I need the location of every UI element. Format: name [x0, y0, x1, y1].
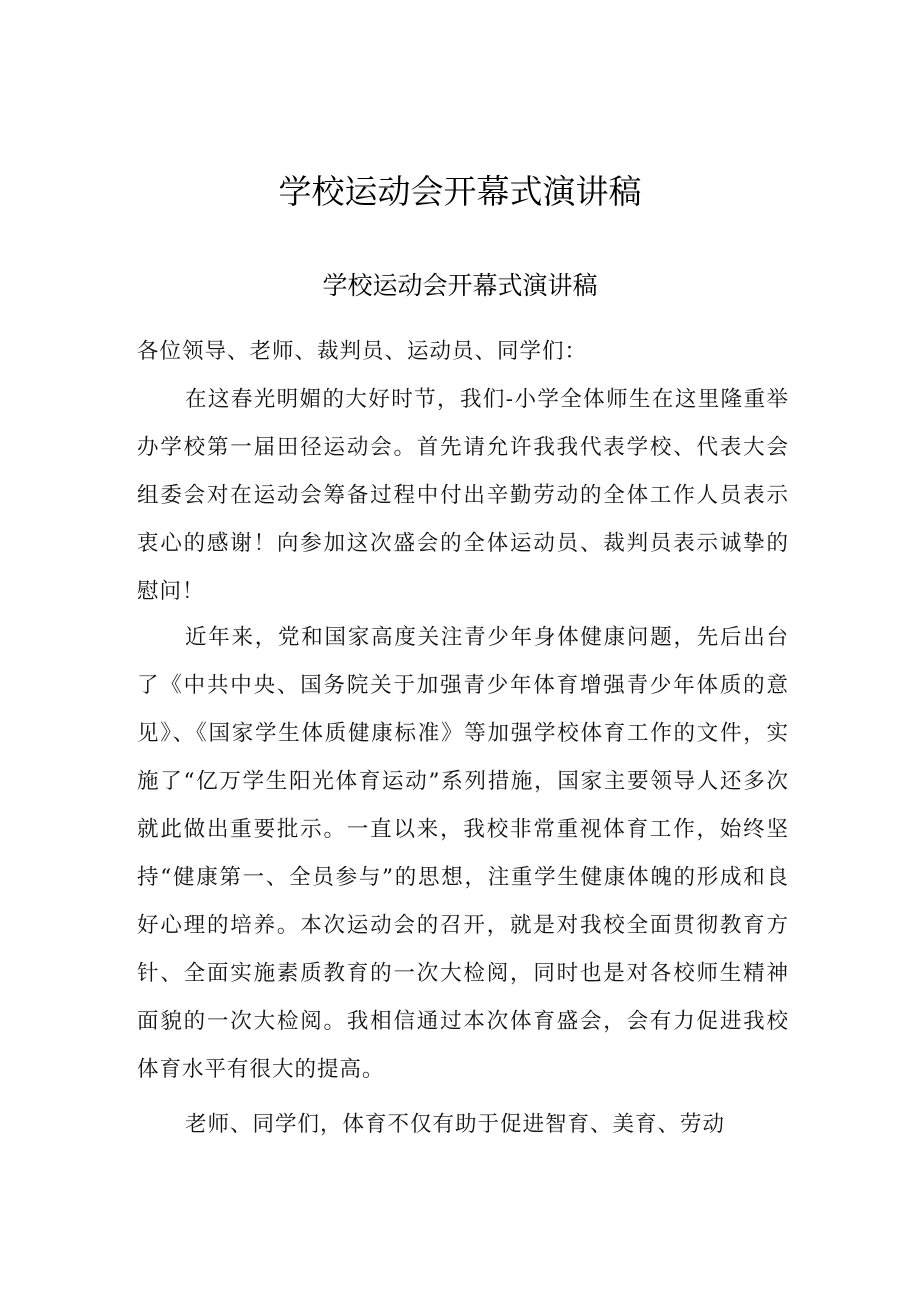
document-subtitle: 学校运动会开幕式演讲稿: [322, 271, 598, 300]
document-title: 学校运动会开幕式演讲稿: [278, 172, 642, 211]
paragraph-1: 在这春光明媚的大好时节，我们-小学全体师生在这里隆重举办学校第一届田径运动会。首先请允许我我代表学校、代表大会组委会对在运动会筹备过程中付出辛勤劳动的全体工作人员表示衷心的感谢！向参加这次盛会的全体运动员、裁判员表示诚挚的慰问！: [137, 387, 789, 604]
paragraph-3: 老师、同学们，体育不仅有助于促进智育、美育、劳动: [185, 1112, 726, 1137]
greeting-line: 各位领导、老师、裁判员、运动员、同学们：: [137, 339, 588, 364]
paragraph-2: 近年来，党和国家高度关注青少年身体健康问题，先后出台了《中共中央、国务院关于加强青少年体育增强青少年体质的意见》、《国家学生体质健康标准》等加强学校体育工作的文件，实施了“亿万学生阳光体育运动”系列措施，国家主要领导人还多次就此做出重要批示。一直以来，我校非常重视体育工作，始终坚持“健康第一、全员参与”的思想，注重学生健康体魄的形成和良好心理的培养。本次运动会的召开，就是对我校全面贯彻教育方针、全面实施素质教育的一次大检阅，同时也是对各校师生精神面貌的一次大检阅。我相信通过本次体育盛会，会有力促进我校体育水平有很大的提高。: [137, 625, 789, 1082]
